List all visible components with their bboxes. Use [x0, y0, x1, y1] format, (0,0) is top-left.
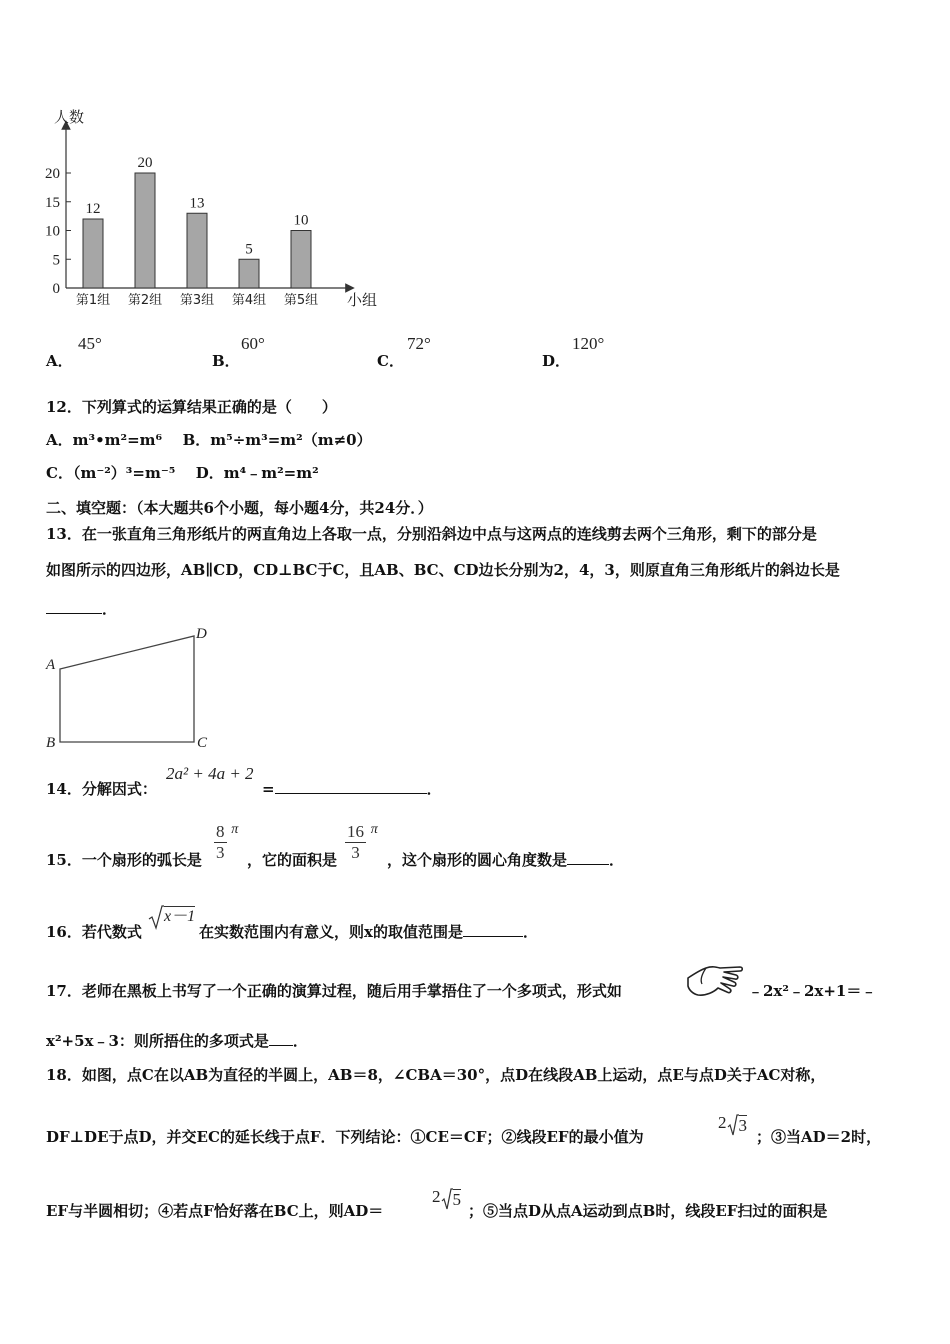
q16-end: ． [522, 923, 538, 941]
bar-value-label: 5 [245, 241, 253, 258]
bar [291, 231, 311, 289]
q11-option-c-letter: C． [377, 352, 404, 370]
q15-f2-den: 3 [351, 843, 360, 862]
q18-sqrt-sign-1 [727, 1113, 739, 1137]
q11-option-b-letter: B． [212, 352, 240, 370]
q16-radical [148, 904, 195, 930]
q18-line2b: ；③当AD＝2时， [756, 1128, 882, 1146]
y-axis-label: 人数 [54, 108, 85, 126]
q15-part3 [387, 849, 624, 870]
q17-end: ． [292, 1032, 308, 1050]
q13-end: ． [102, 600, 118, 618]
x-category-label: 第2组 [127, 293, 163, 308]
q13-label-c: C [197, 735, 208, 751]
x-axis-label: 小组 [347, 291, 378, 309]
bar-value-label: 20 [137, 155, 153, 171]
q15-f1-den: 3 [216, 843, 225, 862]
q15-fraction-1 [214, 822, 238, 863]
q15-answer-blank[interactable] [567, 850, 609, 865]
q16-answer-blank[interactable] [463, 922, 523, 937]
bar-value-label: 10 [293, 212, 309, 229]
q12-a-label: A． [46, 431, 73, 449]
q12-c-expr: （m⁻²）³=m⁻⁵ [72, 464, 176, 482]
q13-label-b: B [46, 735, 56, 751]
q14-answer-blank[interactable] [275, 779, 427, 794]
q16-part2 [199, 921, 538, 942]
y-tick-label: 20 [45, 166, 60, 182]
bar-chart [0, 0, 400, 320]
bar [239, 259, 259, 288]
q14-equals: = [262, 780, 275, 798]
q11-option-d-value: 120° [572, 334, 605, 353]
y-tick-label: 5 [52, 252, 60, 269]
q16-part2-text: 在实数范围内有意义，则x的取值范围是 [199, 923, 463, 941]
y-tick-label: 0 [52, 281, 60, 297]
q13-figure [38, 622, 220, 754]
x-category-label: 第4组 [231, 293, 267, 308]
q13-line2: 如图所示的四边形，AB∥CD，CD⊥BC于C，且AB、BC、CD边长分别为2，4，3，则原直角三角形纸片的斜边长是 [46, 561, 840, 579]
q17-line2-text: x²+5x﹣3：则所捂住的多项式是 [46, 1032, 269, 1050]
q18-line1: 18．如图，点C在以AB为直径的半圆上，AB＝8，∠CBA＝30°，点D在线段AB上运动，点E与点D关于AC对称， [46, 1066, 826, 1084]
q14-expr: 2a² + 4a + 2 [166, 764, 254, 783]
q16-radicand: x－1 [164, 908, 196, 925]
q17-answer-blank[interactable] [269, 1031, 293, 1046]
q12-d-label: D． [195, 464, 224, 482]
q18-min-value [718, 1113, 747, 1137]
x-category-label: 第1组 [75, 293, 111, 308]
y-tick-label: 15 [45, 194, 60, 211]
q14-prefix: 14．分解因式： [46, 780, 157, 798]
q12-b-expr: m⁵÷m³=m²（m≠0） [210, 431, 372, 449]
q13-line1: 13．在一张直角三角形纸片的两直角边上各取一点，分别沿斜边中点与这两点的连线剪去两个三角形，剩下的部分是 [46, 525, 817, 543]
bar [135, 173, 155, 288]
q15-pi-1: π [231, 822, 239, 837]
section-heading: 二、填空题：（本大题共6个小题，每小题4分，共24分．） [46, 499, 433, 517]
q18-ad-radicand: 5 [452, 1190, 461, 1209]
q13-answer-blank[interactable] [46, 599, 102, 614]
q18-line3a: EF与半圆相切；④若点F恰好落在BC上，则AD＝ [46, 1202, 384, 1220]
q11-option-c-value: 72° [407, 334, 431, 353]
q18-line2a: DF⊥DE于点D，并交EC的延长线于点F．下列结论：①CE＝CF；②线段EF的最小值为 [46, 1128, 644, 1146]
bar-value-label: 12 [85, 201, 101, 217]
q18-min-radicand: 3 [738, 1116, 747, 1135]
q15-part3-text: ，这个扇形的圆心角度数是 [387, 851, 568, 869]
q12-d-expr: m⁴﹣m²=m² [223, 464, 319, 482]
q11-option-b-value: 60° [241, 334, 265, 353]
q15-fraction-2 [345, 822, 378, 863]
x-category-label: 第5组 [283, 293, 319, 308]
q11-option-a-value: 45° [78, 334, 102, 353]
q11-option-d-letter: D． [542, 352, 571, 370]
q15-f1-num: 8 [216, 822, 225, 841]
q15-part1: 15．一个扇形的弧长是 [46, 851, 202, 869]
bar [187, 213, 207, 288]
q17-part1: 17．老师在黑板上书写了一个正确的演算过程，随后用手掌捂住了一个多项式，形式如 [46, 982, 622, 1000]
q12-c-label: C． [46, 464, 73, 482]
q13-label-d: D [196, 626, 207, 642]
q15-pi-2: π [370, 822, 378, 837]
y-tick-label: 10 [45, 223, 60, 240]
q18-ad-value [432, 1187, 461, 1211]
q12-a-expr: m³•m²=m⁶ [72, 431, 163, 449]
q12-b-label: B． [182, 431, 211, 449]
q13-line3 [46, 598, 117, 619]
bar [83, 219, 103, 288]
q11-option-a-letter: A． [46, 352, 73, 370]
q16-part1: 16．若代数式 [46, 923, 142, 941]
q12-stem: 12．下列算式的运算结果正确的是（ ） [46, 398, 337, 416]
q18-sqrt-sign-2 [441, 1187, 453, 1211]
q17-part2: ﹣2x²﹣2x+1＝﹣ [748, 982, 877, 1000]
q18-ad-coef: 2 [432, 1187, 441, 1206]
q18-min-coef: 2 [718, 1113, 727, 1132]
q12-options-cd [46, 462, 319, 483]
q15-part2: ，它的面积是 [247, 851, 338, 869]
q16-sqrt-sign [148, 904, 164, 930]
bar-value-label: 13 [189, 195, 205, 212]
q14-answer [262, 778, 442, 799]
hand-icon [686, 962, 744, 1006]
x-category-label: 第3组 [179, 293, 215, 308]
q15-end: ． [609, 851, 625, 869]
q15-f2-num: 16 [347, 822, 364, 841]
q17-line2 [46, 1030, 308, 1051]
q13-label-a: A [46, 657, 56, 673]
q14-end: ． [426, 780, 442, 798]
q12-options-ab [46, 429, 372, 450]
q18-line3b: ；⑤当点D从点A运动到点B时，线段EF扫过的面积是 [468, 1202, 828, 1220]
